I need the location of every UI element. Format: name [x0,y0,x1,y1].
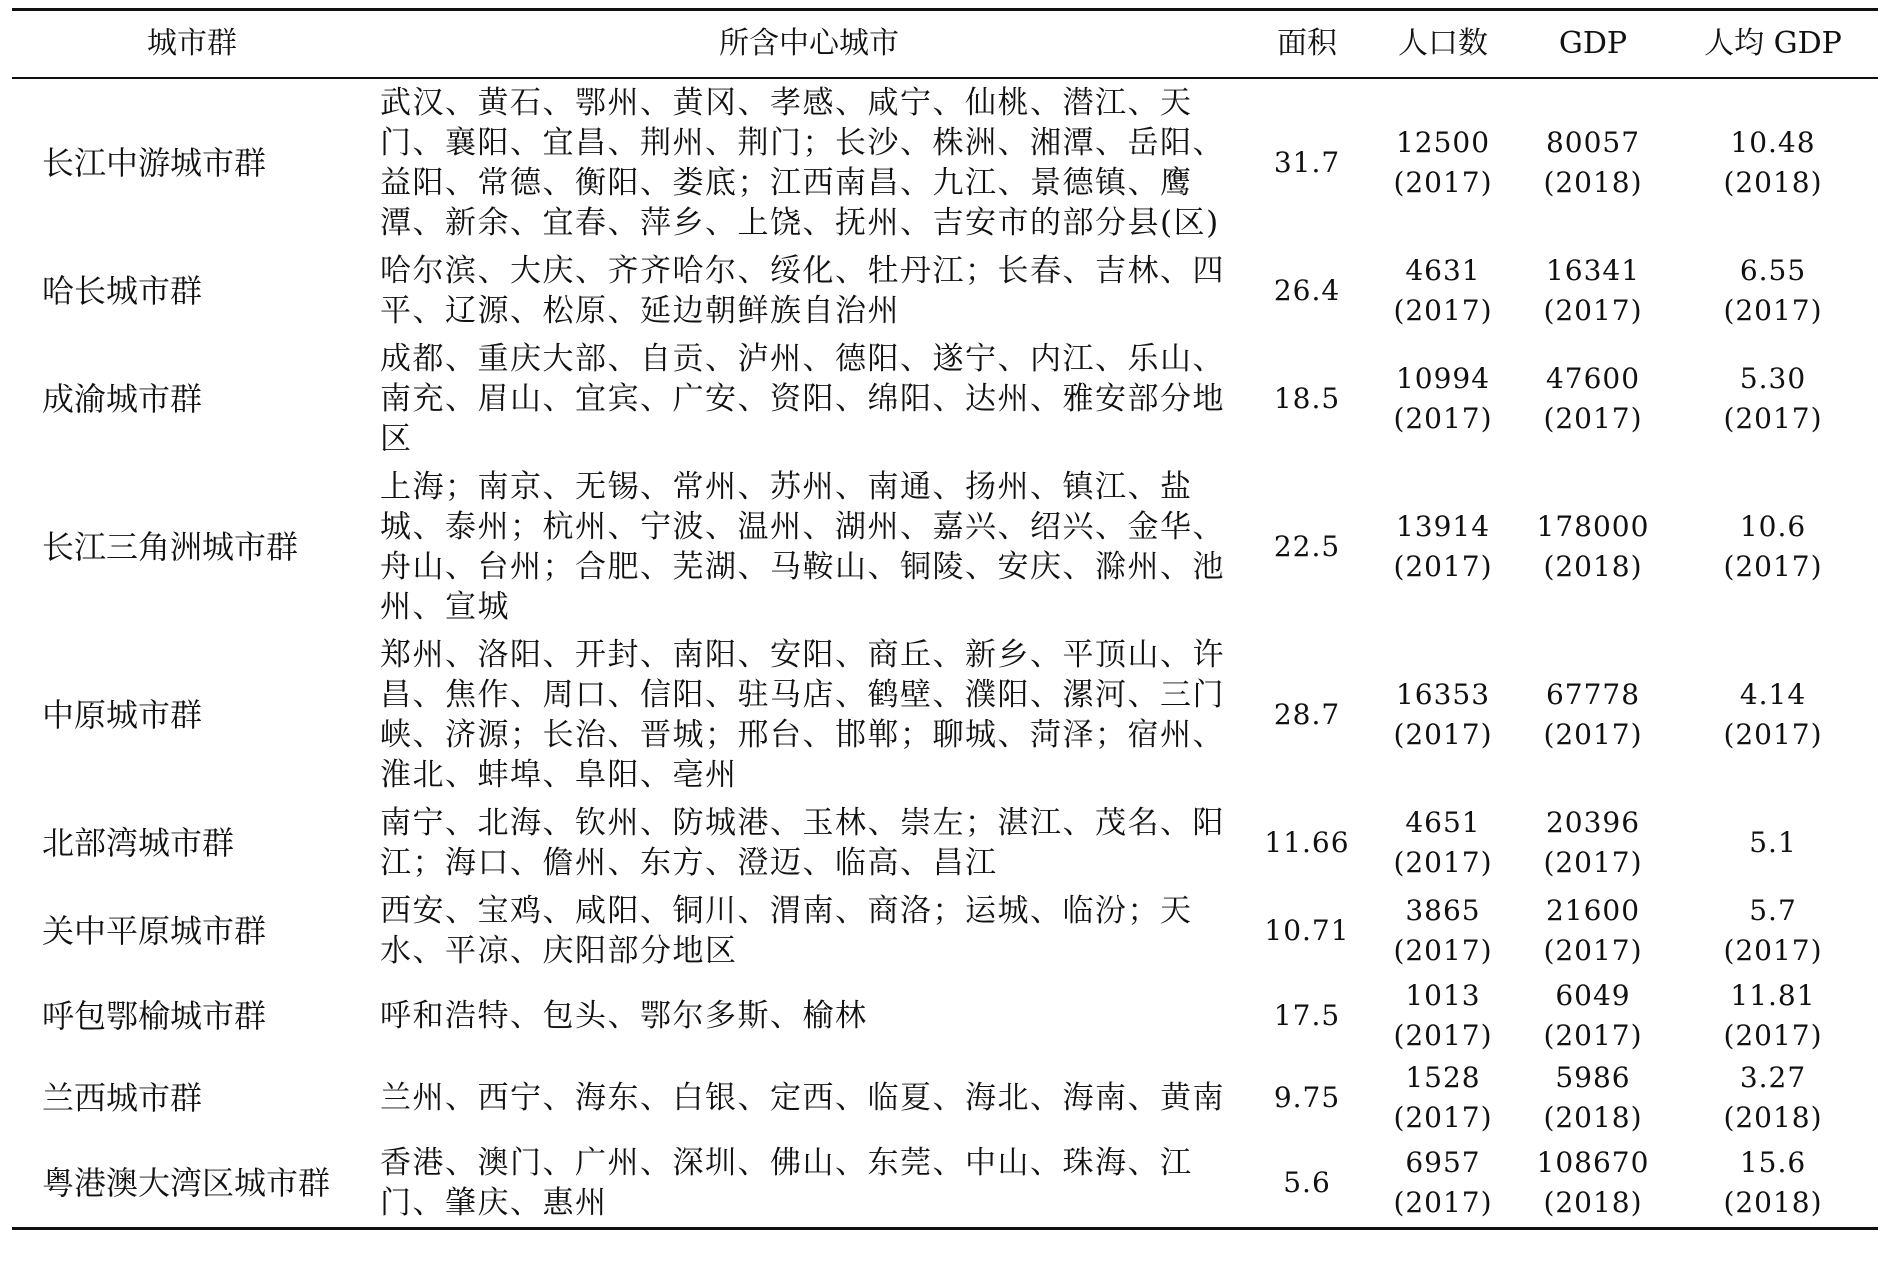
table-row [12,335,1878,463]
cell-cluster-name: 呼包鄂榆城市群 [42,997,267,1035]
gdp-year: (2018) [1543,1101,1643,1134]
city-cluster-table [12,8,1878,1230]
population-value: 1528 [1405,1061,1481,1094]
cell-population [1368,1139,1518,1229]
cell-area: 31.7 [1273,146,1341,179]
gdp-value: 108670 [1536,1146,1650,1179]
cell-population [1368,463,1518,631]
header-gdp: GDP [1558,26,1628,61]
cell-center-cities: 上海；南京、无锡、常州、苏州、南通、扬州、镇江、盐城、泰州；杭州、宁波、温州、湖州、嘉兴、绍兴、金华、舟山、台州；合肥、芜湖、马鞍山、铜陵、安庆、滁州、池州、宣城 [380,469,1225,625]
cell-cluster-name: 粤港澳大湾区城市群 [42,1164,331,1202]
cell-gdp-per-capita [1668,463,1878,631]
cell-gdp-per-capita [1668,1139,1878,1229]
cell-gdp [1518,887,1668,975]
population-value: 16353 [1395,678,1491,711]
cell-area: 18.5 [1273,382,1341,415]
gdp-per-capita-value: 6.55 [1739,254,1807,287]
cell-gdp [1518,799,1668,887]
cell-population [1368,887,1518,975]
population-value: 1013 [1405,979,1481,1012]
population-value: 6957 [1405,1146,1481,1179]
gdp-value: 6049 [1555,979,1631,1012]
gdp-year: (2017) [1543,1019,1643,1052]
table-row [12,247,1878,335]
cell-gdp-per-capita [1668,1057,1878,1139]
gdp-year: (2017) [1543,934,1643,967]
cell-area: 26.4 [1273,274,1341,307]
cell-gdp [1518,975,1668,1057]
cell-center-cities: 呼和浩特、包头、鄂尔多斯、榆林 [380,998,868,1034]
gdp-per-capita-year: (2017) [1723,294,1823,327]
table-body [12,78,1878,1229]
population-year: (2017) [1393,294,1493,327]
table-row [12,1057,1878,1139]
cell-center-cities: 郑州、洛阳、开封、南阳、安阳、商丘、新乡、平顶山、许昌、焦作、周口、信阳、驻马店、鹤壁、濮阳、漯河、三门峡、济源；长治、晋城；邢台、邯郸；聊城、菏泽；宿州、淮北、蚌埠、阜阳、亳州 [380,637,1225,793]
gdp-per-capita-value: 15.6 [1739,1146,1807,1179]
gdp-per-capita-value: 11.81 [1730,979,1816,1012]
table-row [12,887,1878,975]
gdp-year: (2018) [1543,166,1643,199]
cell-center-cities: 西安、宝鸡、咸阳、铜川、渭南、商洛；运城、临汾；天水、平凉、庆阳部分地区 [380,893,1193,969]
gdp-per-capita-year: (2017) [1723,550,1823,583]
cell-gdp [1518,463,1668,631]
header-gdp-per-capita: 人均 GDP [1704,26,1842,61]
cell-area: 9.75 [1273,1081,1341,1114]
table-header-row [12,10,1878,79]
cell-population [1368,799,1518,887]
gdp-year: (2017) [1543,718,1643,751]
population-year: (2017) [1393,402,1493,435]
gdp-value: 20396 [1545,806,1641,839]
cell-gdp-per-capita [1668,78,1878,247]
cell-population [1368,78,1518,247]
cell-gdp-per-capita [1668,887,1878,975]
gdp-per-capita-value: 5.30 [1739,362,1807,395]
gdp-per-capita-year: (2017) [1723,402,1823,435]
header-name: 城市群 [147,26,237,61]
cell-gdp [1518,335,1668,463]
population-year: (2017) [1393,1019,1493,1052]
gdp-year: (2017) [1543,402,1643,435]
population-year: (2017) [1393,934,1493,967]
cell-area: 17.5 [1273,999,1341,1032]
gdp-per-capita-value: 5.7 [1749,894,1797,927]
gdp-value: 67778 [1545,678,1641,711]
gdp-per-capita-year: (2017) [1723,1019,1823,1052]
cell-center-cities: 哈尔滨、大庆、齐齐哈尔、绥化、牡丹江；长春、吉林、四平、辽源、松原、延边朝鲜族自治州 [380,253,1225,329]
cell-cluster-name: 长江三角洲城市群 [42,528,299,566]
cell-gdp [1518,1139,1668,1229]
population-value: 4631 [1405,254,1481,287]
gdp-value: 16341 [1545,254,1641,287]
gdp-per-capita-value: 10.6 [1739,510,1807,543]
gdp-year: (2017) [1543,846,1643,879]
population-year: (2017) [1393,718,1493,751]
cell-cluster-name: 成渝城市群 [42,380,203,418]
cell-center-cities: 香港、澳门、广州、深圳、佛山、东莞、中山、珠海、江门、肇庆、惠州 [380,1145,1193,1221]
population-value: 13914 [1395,510,1491,543]
cell-gdp [1518,247,1668,335]
cell-population [1368,1057,1518,1139]
cell-gdp [1518,631,1668,799]
cell-gdp-per-capita [1668,631,1878,799]
table-row [12,799,1878,887]
population-year: (2017) [1393,846,1493,879]
gdp-per-capita-year: (2018) [1723,166,1823,199]
cell-area: 5.6 [1283,1166,1331,1199]
cell-population [1368,631,1518,799]
gdp-per-capita-year: (2018) [1723,1186,1823,1219]
gdp-per-capita-value: 10.48 [1730,126,1816,159]
gdp-value: 80057 [1545,126,1641,159]
cell-center-cities: 南宁、北海、钦州、防城港、玉林、崇左；湛江、茂名、阳江；海口、儋州、东方、澄迈、临高、昌江 [380,805,1225,881]
cell-cluster-name: 长江中游城市群 [42,144,267,182]
gdp-per-capita-year: (2017) [1723,718,1823,751]
table-row [12,631,1878,799]
population-value: 10994 [1395,362,1491,395]
population-year: (2017) [1393,166,1493,199]
gdp-per-capita-value: 4.14 [1739,678,1807,711]
cell-center-cities: 兰州、西宁、海东、白银、定西、临夏、海北、海南、黄南 [380,1080,1225,1116]
cell-gdp [1518,1057,1668,1139]
cell-area: 28.7 [1273,698,1341,731]
cell-gdp-per-capita [1668,975,1878,1057]
cell-cluster-name: 北部湾城市群 [42,824,235,862]
gdp-year: (2018) [1543,1186,1643,1219]
gdp-value: 5986 [1555,1061,1631,1094]
table-row [12,1139,1878,1229]
cell-cluster-name: 哈长城市群 [42,272,203,310]
cell-area: 22.5 [1273,530,1341,563]
population-year: (2017) [1393,1186,1493,1219]
cell-gdp-per-capita [1668,247,1878,335]
cell-population [1368,247,1518,335]
gdp-per-capita-value: 3.27 [1739,1061,1807,1094]
cell-gdp-per-capita [1668,799,1878,887]
cell-cluster-name: 中原城市群 [42,696,203,734]
gdp-value: 21600 [1545,894,1641,927]
cell-center-cities: 成都、重庆大部、自贡、泸州、德阳、遂宁、内江、乐山、南充、眉山、宜宾、广安、资阳、绵阳、达州、雅安部分地区 [380,341,1225,457]
cell-area: 10.71 [1264,914,1350,947]
table-row [12,463,1878,631]
gdp-value: 178000 [1536,510,1650,543]
cell-area: 11.66 [1264,826,1350,859]
gdp-per-capita-value: 5.1 [1749,826,1797,859]
population-year: (2017) [1393,550,1493,583]
population-value: 4651 [1405,806,1481,839]
cell-center-cities: 武汉、黄石、鄂州、黄冈、孝感、咸宁、仙桃、潜江、天门、襄阳、宜昌、荆州、荆门；长沙、株洲、湘潭、岳阳、益阳、常德、衡阳、娄底；江西南昌、九江、景德镇、鹰潭、新余、宜春、萍乡、上饶、抚州、吉安市的部分县(区) [380,85,1225,241]
cell-cluster-name: 兰西城市群 [42,1079,203,1117]
population-value: 3865 [1405,894,1481,927]
gdp-year: (2017) [1543,294,1643,327]
population-value: 12500 [1395,126,1491,159]
gdp-year: (2018) [1543,550,1643,583]
header-area: 面积 [1277,26,1337,61]
table-row [12,975,1878,1057]
cell-population [1368,335,1518,463]
cell-gdp [1518,78,1668,247]
gdp-per-capita-year: (2017) [1723,934,1823,967]
header-population: 人口数 [1398,26,1488,61]
cell-population [1368,975,1518,1057]
cell-gdp-per-capita [1668,335,1878,463]
table-row [12,78,1878,247]
gdp-per-capita-year: (2018) [1723,1101,1823,1134]
header-cities: 所含中心城市 [719,26,899,61]
gdp-value: 47600 [1545,362,1641,395]
cell-cluster-name: 关中平原城市群 [42,912,267,950]
population-year: (2017) [1393,1101,1493,1134]
